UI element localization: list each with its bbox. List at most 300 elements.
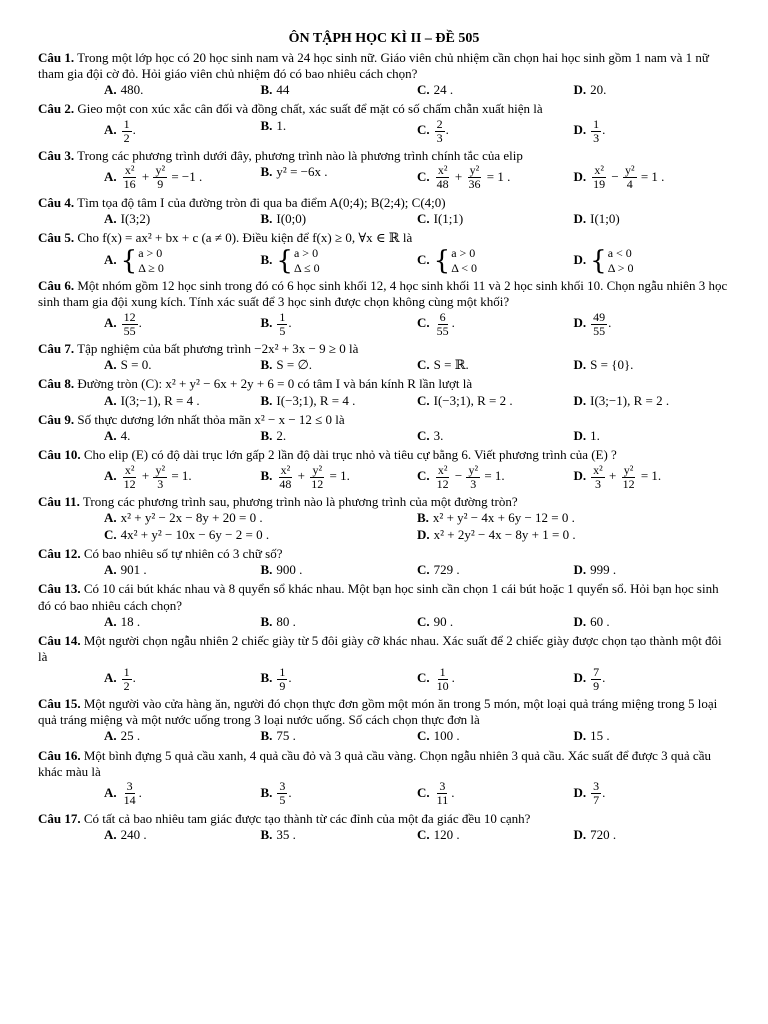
- fraction: [122, 780, 138, 807]
- denominator: 4: [626, 177, 633, 192]
- option-letter: A.: [104, 122, 117, 138]
- option-letter: C.: [417, 168, 430, 184]
- option-letter: C.: [104, 526, 117, 542]
- fraction: [435, 464, 451, 491]
- question-text: Câu 10. Cho elip (E) có độ dài trục lớn gấp 2 lần độ dài trục nhỏ và tiêu cự bằng 6. Viết phương trình của (E) ?: [38, 447, 617, 463]
- denominator: 2: [123, 678, 130, 693]
- system-lines: [451, 246, 477, 275]
- system-line: Δ ≥ 0: [138, 260, 164, 275]
- option-b: [261, 246, 418, 275]
- fraction: [591, 311, 607, 338]
- option-letter: B.: [260, 728, 273, 744]
- option-letter: D.: [573, 392, 587, 408]
- option-value: $\frac{3}{7}$ .: [593, 779, 606, 808]
- inequality-system: [276, 246, 319, 275]
- option-b: [261, 164, 418, 191]
- fraction: [466, 464, 480, 491]
- denominator: 5: [279, 323, 286, 338]
- option-letter: C.: [417, 826, 430, 842]
- brace: {: [120, 245, 138, 276]
- option-letter: A.: [104, 613, 117, 629]
- question-8: [38, 376, 730, 409]
- inequality-system: [121, 246, 164, 275]
- question-5: [38, 230, 730, 275]
- denominator: 3: [593, 130, 600, 145]
- option-a: A. x² + y² − 2x − 8y + 20 = 0 .: [104, 510, 263, 526]
- fraction: [122, 666, 132, 693]
- option-b: B. 80 .: [260, 613, 296, 629]
- option-letter: D.: [573, 168, 587, 184]
- option-letter: D.: [573, 82, 587, 97]
- fraction: [591, 464, 605, 491]
- denominator: 3: [157, 476, 164, 491]
- option-letter: B.: [260, 210, 273, 226]
- question-text: Câu 7. Tập nghiệm của bất phương trình −2x² + 3x − 9 ≥ 0 là: [38, 340, 359, 356]
- options-row: [38, 118, 730, 145]
- option-letter: C.: [417, 728, 430, 744]
- question-label: Câu 7.: [38, 340, 75, 356]
- inequality-system: [590, 246, 633, 275]
- option-letter: C.: [417, 315, 430, 331]
- numerator: 6: [439, 309, 446, 324]
- question-label: Câu 5.: [38, 230, 75, 245]
- fraction: [435, 311, 451, 338]
- option-letter: D.: [417, 526, 430, 542]
- option-value: $\frac{3}{11}$ .: [436, 779, 455, 808]
- fraction: [122, 311, 138, 338]
- fraction: [122, 464, 138, 491]
- option-letter: B.: [260, 357, 273, 373]
- option-d: D. 999 .: [573, 562, 617, 578]
- system-line: Δ < 0: [451, 260, 478, 275]
- system-lines: [608, 246, 634, 275]
- denominator: 55: [123, 323, 136, 338]
- option-c: C. 3.: [417, 428, 444, 444]
- question-13: [38, 581, 730, 630]
- question-text: Câu 4. Tìm tọa độ tâm I của đường tròn đi qua ba điểm A(0;4); B(2;4); C(4;0): [38, 194, 446, 210]
- option-letter: B.: [260, 784, 273, 800]
- option-d: D. 20.: [573, 82, 607, 97]
- option-letter: D.: [573, 613, 587, 629]
- option-letter: A.: [104, 562, 117, 578]
- numerator: y²: [155, 163, 166, 178]
- options-row: [38, 510, 730, 526]
- option-c: [417, 118, 574, 145]
- denominator: 55: [436, 323, 449, 338]
- option-d: D. 720 .: [573, 826, 617, 842]
- option-letter: B.: [260, 315, 273, 331]
- numerator: 12: [123, 309, 136, 324]
- option-c: [417, 246, 574, 275]
- brace: {: [276, 245, 293, 276]
- option-b: B. x² + y² − 4x + 6y − 12 = 0 .: [417, 510, 575, 526]
- equation: $\frac{\text{x²}}{19}$ − $\frac{\text{y²}}{4}$ = 1 .: [593, 163, 665, 192]
- option-d: D. 60 .: [573, 613, 610, 629]
- question-label: Câu 8.: [38, 376, 75, 392]
- option-c: [417, 464, 574, 491]
- denominator: 12: [622, 476, 635, 491]
- system-line: Δ ≤ 0: [293, 260, 320, 275]
- option-b: B. 2.: [260, 428, 287, 444]
- question-label: Câu 11.: [38, 494, 80, 510]
- numerator: 1: [123, 116, 130, 131]
- option-d: D. S = {0}.: [573, 357, 634, 373]
- option-d: D. I(3;−1), R = 2 .: [573, 392, 670, 408]
- option-d: D. 15 .: [573, 728, 610, 744]
- option-b: [261, 780, 418, 807]
- option-letter: B.: [260, 468, 273, 484]
- denominator: 11: [436, 793, 449, 808]
- system-line: a < 0: [607, 246, 632, 261]
- denominator: 3: [470, 476, 477, 491]
- denominator: 16: [123, 177, 136, 192]
- question-label: Câu 16.: [38, 747, 81, 763]
- option-a: A. 25 .: [104, 728, 141, 744]
- denominator: 12: [123, 476, 136, 491]
- option-letter: A.: [104, 82, 117, 97]
- option-a: [104, 311, 261, 338]
- options-row: [38, 464, 730, 491]
- option-a: [104, 164, 261, 191]
- numerator: y²: [468, 462, 479, 477]
- numerator: 7: [593, 664, 600, 679]
- option-a: A. I(3;−1), R = 4 .: [104, 392, 200, 408]
- denominator: 14: [123, 793, 136, 808]
- option-a: [104, 118, 261, 145]
- option-a: [104, 464, 261, 491]
- question-15: [38, 696, 730, 745]
- option-letter: D.: [573, 784, 587, 800]
- question-text: Câu 5. Cho f(x) = ax² + bx + c (a ≠ 0). Điều kiện để f(x) ≥ 0, ∀x ∈ ℝ là: [38, 230, 413, 245]
- question-7: [38, 341, 730, 374]
- numerator: x²: [124, 462, 135, 477]
- equation: $\frac{\text{x²}}{3}$ + $\frac{\text{y²}}{12}$ = 1.: [593, 462, 662, 491]
- options-row: [38, 357, 730, 373]
- page-title: ÔN TẬPH HỌC KÌ II – ĐỀ 505: [288, 31, 480, 46]
- option-c: [417, 780, 574, 807]
- system-line: a > 0: [293, 246, 319, 261]
- option-value: $\frac{7}{9}$ .: [593, 664, 606, 693]
- question-label: Câu 4.: [38, 194, 75, 210]
- denominator: 36: [468, 177, 481, 192]
- option-c: C. S = ℝ.: [417, 357, 469, 373]
- options-row: [38, 211, 730, 227]
- option-letter: C.: [417, 468, 430, 484]
- option-a: [104, 246, 261, 275]
- option-value: $\frac{49}{55}$ .: [593, 309, 612, 338]
- option-d: [574, 666, 731, 693]
- option-d: D. x² + 2y² − 4x − 8y + 1 = 0 .: [417, 526, 576, 542]
- option-letter: A.: [104, 251, 117, 267]
- option-letter: A.: [104, 357, 117, 373]
- option-letter: A.: [104, 315, 117, 331]
- numerator: 49: [593, 309, 606, 324]
- option-letter: D.: [573, 562, 587, 578]
- question-text: Câu 3. Trong các phương trình dưới đây, phương trình nào là phương trình chính tắc của elip: [38, 147, 523, 163]
- denominator: 2: [123, 130, 130, 145]
- equation: $\frac{\text{x²}}{12}$ − $\frac{\text{y²}}{3}$ = 1.: [436, 462, 505, 491]
- denominator: 48: [436, 177, 449, 192]
- option-b: [261, 666, 418, 693]
- fraction: [435, 118, 445, 145]
- option-d: D. I(1;0): [573, 210, 620, 226]
- question-2: [38, 101, 730, 145]
- option-letter: A.: [104, 428, 117, 444]
- fraction: [466, 164, 482, 191]
- option-b: [261, 464, 418, 491]
- denominator: 12: [436, 476, 449, 491]
- option-b: B. 35 .: [260, 826, 296, 842]
- numerator: y²: [312, 462, 323, 477]
- option-b: B. 75 .: [260, 728, 296, 744]
- option-letter: C.: [417, 122, 430, 138]
- question-text: Câu 8. Đường tròn (C): x² + y² − 6x + 2y + 6 = 0 có tâm I và bán kính R lần lượt là: [38, 376, 473, 392]
- fraction: [153, 464, 167, 491]
- numerator: 1: [593, 116, 600, 131]
- options-row: [38, 827, 730, 843]
- numerator: y²: [624, 163, 635, 178]
- question-16: [38, 748, 730, 808]
- denominator: 9: [279, 678, 286, 693]
- option-b: B. 1.: [260, 117, 287, 133]
- equation: $\frac{\text{x²}}{16}$ + $\frac{\text{y²}}{9}$ = −1 .: [123, 163, 203, 192]
- option-letter: A.: [104, 826, 117, 842]
- fraction: [122, 164, 138, 191]
- question-1: [38, 50, 730, 99]
- question-text: Câu 16. Một bình đựng 5 quả cầu xanh, 4 quả cầu đỏ và 3 quả cầu vàng. Chọn ngẫu nhiên 3 quả cầu. Xác suất để được 3 quả cầu khác màu là: [38, 747, 711, 779]
- question-label: Câu 3.: [38, 147, 75, 163]
- denominator: 3: [594, 476, 601, 491]
- fraction: [277, 311, 287, 338]
- question-text: Câu 14. Một người chọn ngẫu nhiên 2 chiếc giày từ 5 đôi giày cỡ khác nhau. Xác suất để 2 chiếc giày được chọn tạo thành một đôi là: [38, 633, 722, 665]
- question-label: Câu 12.: [38, 545, 81, 561]
- options-row: [38, 393, 730, 409]
- option-letter: D.: [573, 670, 587, 686]
- option-c: [417, 164, 574, 191]
- question-text: Câu 9. Số thực dương lớn nhất thỏa mãn x² − x − 12 ≤ 0 là: [38, 411, 345, 427]
- option-letter: B.: [260, 428, 273, 444]
- option-letter: C.: [417, 562, 430, 578]
- system-line: a > 0: [451, 246, 476, 261]
- option-letter: B.: [260, 826, 273, 842]
- denominator: 5: [279, 793, 286, 808]
- option-letter: A.: [104, 784, 117, 800]
- numerator: 3: [439, 779, 446, 794]
- fraction: [435, 666, 451, 693]
- option-c: C. 90 .: [417, 613, 454, 629]
- numerator: 1: [439, 664, 446, 679]
- option-a: [104, 780, 261, 807]
- option-b: B. 44: [260, 82, 290, 97]
- question-14: [38, 633, 730, 693]
- denominator: 55: [593, 323, 606, 338]
- question-text: Câu 13. Có 10 cái bút khác nhau và 8 quyển sổ khác nhau. Một bạn học sinh cần chọn 1 cái bút hoặc 1 quyển sổ. Hỏi bạn học sinh đó có bao nhiêu cách chọn?: [38, 581, 719, 613]
- option-d: D. 1.: [573, 428, 600, 444]
- option-value: $\frac{1}{5}$ .: [279, 309, 292, 338]
- fraction: [591, 666, 601, 693]
- numerator: x²: [437, 462, 448, 477]
- option-c: C. 729 .: [417, 562, 460, 578]
- fraction: [277, 464, 293, 491]
- option-a: A. 4.: [104, 428, 131, 444]
- option-d: [574, 118, 731, 145]
- question-label: Câu 6.: [38, 278, 75, 294]
- option-a: [104, 666, 261, 693]
- option-value: $\frac{2}{3}$ .: [436, 116, 449, 145]
- equation: y² = −6x .: [276, 164, 328, 180]
- option-letter: A.: [104, 670, 117, 686]
- options-row: [38, 728, 730, 744]
- fraction: [621, 464, 637, 491]
- option-letter: A.: [104, 392, 117, 408]
- question-9: [38, 412, 730, 445]
- numerator: x²: [594, 163, 604, 178]
- option-letter: A.: [104, 210, 117, 226]
- question-17: [38, 811, 730, 844]
- option-a: A. 480.: [104, 82, 144, 97]
- options-row: [38, 666, 730, 693]
- option-c: C. 4x² + y² − 10x − 6y − 2 = 0 .: [104, 526, 270, 542]
- fraction: [435, 164, 451, 191]
- numerator: y²: [623, 462, 634, 477]
- option-d: [574, 311, 731, 338]
- option-letter: B.: [260, 670, 273, 686]
- brace: {: [433, 245, 451, 276]
- option-b: B. I(−3;1), R = 4 .: [260, 392, 356, 408]
- option-letter: D.: [573, 728, 587, 744]
- option-letter: D.: [573, 122, 587, 138]
- option-letter: B.: [417, 510, 429, 526]
- option-a: A. S = 0.: [104, 357, 152, 373]
- option-letter: B.: [260, 251, 273, 267]
- option-c: C. I(−3;1), R = 2 .: [417, 392, 513, 408]
- option-letter: C.: [417, 392, 430, 408]
- fraction: [309, 464, 325, 491]
- options-row: [38, 164, 730, 191]
- question-3: [38, 148, 730, 192]
- option-b: B. S = ∅.: [260, 357, 313, 373]
- numerator: x²: [124, 163, 135, 178]
- fraction: [623, 164, 637, 191]
- numerator: x²: [437, 163, 448, 178]
- denominator: 19: [593, 177, 606, 192]
- option-letter: D.: [573, 826, 587, 842]
- option-letter: D.: [573, 357, 587, 373]
- options-row: [38, 82, 730, 98]
- question-text: Câu 11. Trong các phương trình sau, phương trình nào là phương trình của một đường tròn?: [38, 494, 518, 510]
- option-letter: B.: [260, 164, 273, 180]
- fraction: [435, 780, 451, 807]
- numerator: 3: [593, 779, 600, 794]
- option-letter: A.: [104, 510, 117, 526]
- question-11: [38, 494, 730, 543]
- option-value: $\frac{1}{2}$ .: [123, 664, 136, 693]
- option-c: [417, 311, 574, 338]
- options-row: [38, 246, 730, 275]
- option-value: $\frac{1}{3}$ .: [593, 116, 606, 145]
- denominator: 7: [593, 793, 600, 808]
- option-letter: D.: [573, 315, 587, 331]
- option-value: $\frac{1}{10}$ .: [436, 664, 455, 693]
- denominator: 10: [436, 678, 449, 693]
- option-letter: D.: [573, 428, 587, 444]
- option-letter: C.: [417, 670, 430, 686]
- question-label: Câu 1.: [38, 49, 75, 65]
- option-letter: B.: [260, 613, 273, 629]
- question-text: Câu 2. Gieo một con xúc xắc cân đối và đồng chất, xác suất để mặt có số chấm chẵn xuất hiện là: [38, 101, 543, 117]
- option-letter: D.: [573, 468, 587, 484]
- equation: $\frac{\text{x²}}{12}$ + $\frac{\text{y²}}{3}$ = 1.: [123, 462, 192, 491]
- option-c: C. I(1;1): [417, 210, 464, 226]
- option-b: B. I(0;0): [260, 210, 307, 226]
- question-6: [38, 278, 730, 338]
- question-list: [38, 50, 730, 844]
- option-value: $\frac{6}{55}$ .: [436, 309, 455, 338]
- numerator: 1: [279, 309, 286, 324]
- option-letter: C.: [417, 357, 430, 373]
- question-text: Câu 1. Trong một lớp học có 20 học sinh nam và 24 học sinh nữ. Giáo viên chủ nhiệm cần chọn hai học sinh gồm 1 nam và 1 nữ tham gia đội cờ đỏ. Hỏi giáo viên chủ nhiệm đó có bao nhiêu cách chọn?: [38, 49, 709, 81]
- option-b: B. 900 .: [260, 562, 303, 578]
- option-d: [574, 164, 731, 191]
- fraction: [122, 118, 132, 145]
- numerator: y²: [469, 163, 480, 178]
- equation: $\frac{\text{x²}}{48}$ + $\frac{\text{y²}}{36}$ = 1 .: [436, 163, 511, 192]
- inequality-system: [434, 246, 477, 275]
- system-line: a > 0: [138, 246, 163, 261]
- option-letter: B.: [260, 117, 273, 133]
- option-c: C. 100 .: [417, 728, 460, 744]
- question-label: Câu 9.: [38, 411, 75, 427]
- question-text: Câu 6. Một nhóm gồm 12 học sinh trong đó có 6 học sinh khối 12, 4 học sinh khối 11 và 2 học sinh khối 10. Chọn ngẫu nhiên 3 học sinh tham gia đội xung kích. Tính xác suất để 3 học sinh được chọn không cùng một khối?: [38, 278, 728, 310]
- options-row: [38, 562, 730, 578]
- fraction: [591, 164, 607, 191]
- options-row: [38, 614, 730, 630]
- numerator: 3: [126, 779, 133, 794]
- numerator: 3: [279, 779, 286, 794]
- option-c: [417, 666, 574, 693]
- option-d: [574, 780, 731, 807]
- option-letter: D.: [573, 210, 587, 226]
- option-a: A. 240 .: [104, 826, 147, 842]
- question-text: Câu 17. Có tất cả bao nhiêu tam giác được tạo thành từ các đỉnh của một đa giác đều 10 cạnh?: [38, 810, 531, 826]
- option-letter: B.: [260, 82, 273, 97]
- numerator: 1: [279, 664, 286, 679]
- option-value: $\frac{3}{5}$ .: [279, 779, 292, 808]
- option-d: [574, 246, 731, 275]
- brace: {: [590, 245, 607, 276]
- option-value: $\frac{1}{2}$ .: [123, 116, 136, 145]
- numerator: 1: [123, 664, 130, 679]
- option-letter: B.: [260, 392, 273, 408]
- option-letter: C.: [417, 210, 430, 226]
- denominator: 48: [279, 476, 292, 491]
- question-label: Câu 10.: [38, 447, 81, 463]
- option-a: A. 18 .: [104, 613, 141, 629]
- question-label: Câu 13.: [38, 581, 81, 597]
- option-letter: C.: [417, 82, 430, 97]
- options-row: [38, 527, 730, 543]
- fraction: [591, 118, 601, 145]
- option-letter: C.: [417, 251, 430, 267]
- question-label: Câu 14.: [38, 633, 81, 649]
- option-letter: A.: [104, 468, 117, 484]
- options-row: [38, 780, 730, 807]
- option-a: A. 901 .: [104, 562, 147, 578]
- numerator: y²: [155, 462, 166, 477]
- denominator: 9: [157, 177, 164, 192]
- question-text: Câu 15. Một người vào cửa hàng ăn, người đó chọn thực đơn gồm một món ăn trong 5 món, một loại quả tráng miệng trong 5 loại quả tráng miệng và một nước uống trong 3 loại nước uống. Số cách chọn thực đơn là: [38, 695, 718, 728]
- system-line: Δ > 0: [607, 260, 634, 275]
